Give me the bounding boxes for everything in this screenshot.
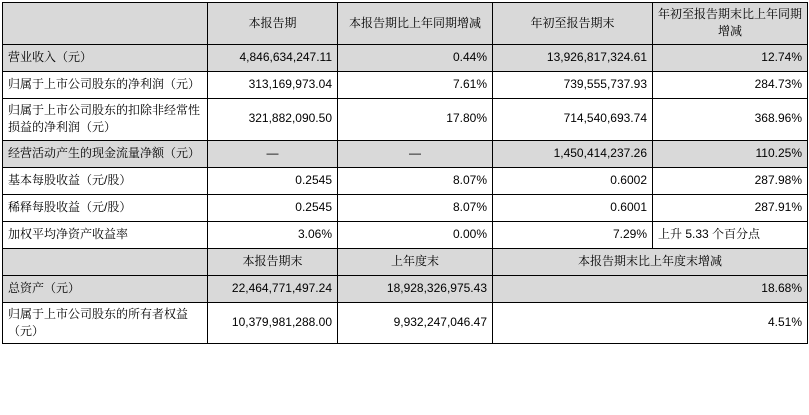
header-cell-empty	[3, 3, 208, 45]
table-row	[3, 275, 808, 302]
row-value: —	[208, 140, 338, 167]
row-value: 287.98%	[653, 167, 808, 194]
row-value: 22,464,771,497.24	[208, 275, 338, 302]
row-value: 18.68%	[493, 275, 808, 302]
row-value: 368.96%	[653, 98, 808, 140]
table-row	[3, 71, 808, 98]
row-value: 8.07%	[338, 167, 493, 194]
row-label: 总资产（元）	[3, 275, 208, 302]
row-value: 0.6001	[493, 194, 653, 221]
row-value: 739,555,737.93	[493, 71, 653, 98]
row-value: 17.80%	[338, 98, 493, 140]
row-value: 714,540,693.74	[493, 98, 653, 140]
row-value: 10,379,981,288.00	[208, 302, 338, 344]
table-row	[3, 140, 808, 167]
header2-cell-change: 本报告期末比上年度末增减	[493, 248, 808, 275]
row-value: 284.73%	[653, 71, 808, 98]
row-label: 营业收入（元）	[3, 44, 208, 71]
row-value: 0.6002	[493, 167, 653, 194]
table-row	[3, 98, 808, 140]
row-value: 18,928,326,975.43	[338, 275, 493, 302]
row-value: 1,450,414,237.26	[493, 140, 653, 167]
table-row	[3, 167, 808, 194]
table-row	[3, 194, 808, 221]
table-header-row-2	[3, 248, 808, 275]
row-value: 321,882,090.50	[208, 98, 338, 140]
row-value: 313,169,973.04	[208, 71, 338, 98]
row-value: 7.61%	[338, 71, 493, 98]
row-value: 12.74%	[653, 44, 808, 71]
header2-cell-prior-year-end: 上年度末	[338, 248, 493, 275]
financial-summary-table	[2, 2, 808, 344]
row-value: 13,926,817,324.61	[493, 44, 653, 71]
table-row	[3, 44, 808, 71]
row-label: 基本每股收益（元/股）	[3, 167, 208, 194]
row-value: 8.07%	[338, 194, 493, 221]
row-value: 3.06%	[208, 221, 338, 248]
header-cell-ytd-yoy: 年初至报告期末比上年同期增减	[653, 3, 808, 45]
row-value: 0.00%	[338, 221, 493, 248]
row-label: 归属于上市公司股东的净利润（元）	[3, 71, 208, 98]
row-label: 稀释每股收益（元/股）	[3, 194, 208, 221]
table-row	[3, 302, 808, 344]
header2-cell-period-end: 本报告期末	[208, 248, 338, 275]
row-value: 4.51%	[493, 302, 808, 344]
row-value: 4,846,634,247.11	[208, 44, 338, 71]
table-row	[3, 221, 808, 248]
header2-cell-empty	[3, 248, 208, 275]
row-label: 归属于上市公司股东的扣除非经常性损益的净利润（元）	[3, 98, 208, 140]
header-cell-ytd: 年初至报告期末	[493, 3, 653, 45]
header-cell-period: 本报告期	[208, 3, 338, 45]
row-label: 经营活动产生的现金流量净额（元）	[3, 140, 208, 167]
row-value: 0.2545	[208, 194, 338, 221]
row-value: —	[338, 140, 493, 167]
row-label: 加权平均净资产收益率	[3, 221, 208, 248]
table-header-row	[3, 3, 808, 45]
row-value: 110.25%	[653, 140, 808, 167]
row-label: 归属于上市公司股东的所有者权益（元）	[3, 302, 208, 344]
row-value: 7.29%	[493, 221, 653, 248]
row-value: 0.44%	[338, 44, 493, 71]
row-value: 287.91%	[653, 194, 808, 221]
row-value: 9,932,247,046.47	[338, 302, 493, 344]
header-cell-period-yoy: 本报告期比上年同期增减	[338, 3, 493, 45]
row-value: 0.2545	[208, 167, 338, 194]
row-value: 上升 5.33 个百分点	[653, 221, 808, 248]
